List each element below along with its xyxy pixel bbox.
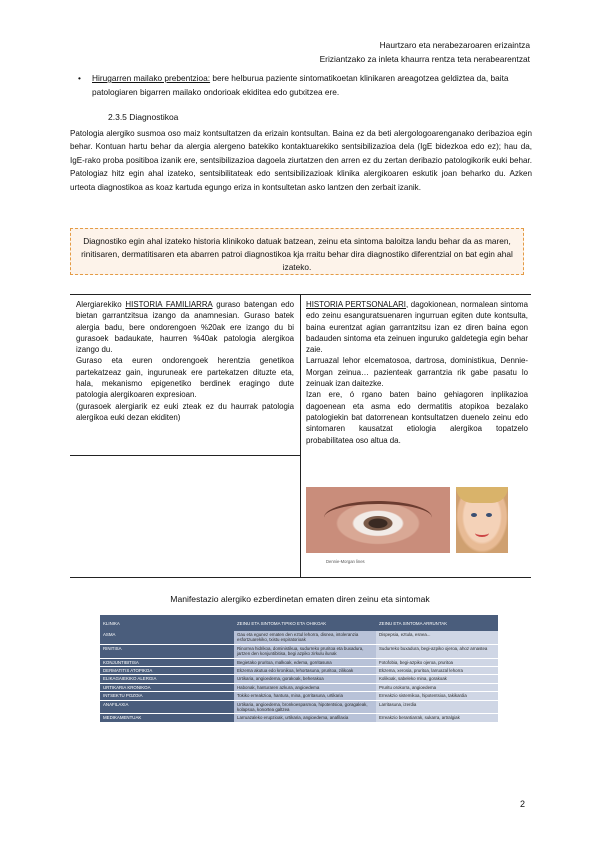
personal-history-text: , dagokionean, normalean sintoma edo zeinu esanguratsuenaren ingurruan egiten dute kontsulta, baina eurentzat agian garrantzitsu izan ez diren baina egon badauden sintoma eta zeinuen inguruko galdetegia egin behar zaie. [306, 300, 528, 355]
diagnosis-callout [70, 228, 524, 275]
table-cell: RINITISA [100, 644, 234, 658]
table-cell: URTIKARIA KRONIKOA [100, 683, 234, 691]
bullet-title: Hirugarren mailako prebentzioa: [92, 73, 211, 83]
section-paragraph: Patologia alergiko susmoa oso maiz kontsultatzen da erizain kontsultan. Baina ez da beti alergologoarenganako deribazioa egin behar. Kontuan hartu behar da alergia alergeno batekiko kontaktuarekiko sentsibilizazioa dela (IgE bidezkoa edo ez); hau da, IgE-rako proba positiboa izanik ere, sentsibilizazioa dagoela ziurtatzen den arren ez du zertan deribazio patologikorik euki behar. Patologiaz hitz egin ahal izateko, sentsibilitateak edo sentsibilizazioak klinika alergikoaren eskutik joan beharko du. Azken urteota diagnostikoa as koaz kartuda egungo eriza in kontsultetan asko lantzen den zerbait izanik. [70, 129, 532, 192]
table-row [100, 675, 498, 683]
callout-text: Diagnostiko egin ahal izateko historia klinikoko datuak batzean, zeinu eta sintoma baloitza landu behar da as maren, rinitisaren, dermatitisaren eta abarren patroi diagnostikoa kja rraitu behar dira diagnostiko diferentzial on bat egin ahal izateko. [81, 236, 513, 272]
table-cell: Erreakzio berantiarrak, sukarra, artralgiak [376, 714, 498, 722]
family-history-p1 [76, 299, 294, 355]
table-row [100, 631, 498, 644]
table-header-row [100, 615, 498, 631]
personal-history-title: HISTORIA PERTSONALARI [306, 300, 406, 309]
header-title: Haurtzaro eta nerabezaroaren erizaintza [379, 40, 530, 50]
dennie-morgan-photos [306, 487, 528, 553]
table-cell: Urtikaria, angioedema, bronkoespasmoa, hipotentsioa, goragaleak, kolapsoa, konortea galtzea [234, 700, 376, 714]
table-row [100, 644, 498, 658]
left-column-rule [70, 455, 300, 456]
table-row [100, 714, 498, 722]
bullet-marker: • [78, 73, 81, 83]
table-cell: ASMA [100, 631, 234, 644]
table-row [100, 658, 498, 666]
table-row [100, 667, 498, 675]
header-subtitle: Eriziantzako za inleta khaurra rentza teta nerabearentzat [319, 54, 530, 64]
table-cell: Begietako pruritoa, malkoak, edema, gorritasuna [234, 658, 376, 666]
family-history-title: HISTORIA FAMILIARRA [125, 300, 213, 309]
table-cell: MEDIKAMENTUAK [100, 714, 234, 722]
table-cell: Ekzema, xerosia, pruritoa, larruazal lehorra [376, 667, 498, 675]
table-cell: Fotofobia, begi-azpiko ojeroa, pruritoa [376, 658, 498, 666]
table-header-cell: ZEINU ETA SINTOMA ARRUNTAK [376, 615, 498, 631]
table-cell: ANAFILAXIA [100, 700, 234, 714]
family-history-p3: (gurasoek alergiarik ez euki zteak ez du haurrak patologia alergikoa euki dezan ekiditen) [76, 401, 294, 422]
bullet-text: bere helburua paziente sintomatikoetan klinikaren areagotzea geldiztea da, baita patologiaren bigarren mailako ondorioak ekiditea edo gutxitzea ere. [92, 73, 509, 97]
table-cell: Rinorrea hidrikoa, doministikua, sudurreko pruritoa eta buxadura, jartzen den konjuntibitisa, begi azpiko zirkulu ilunak [234, 644, 376, 658]
table-cell: KONJUNTIBITISA [100, 658, 234, 666]
table-cell: DERMATITIS ATOPIKOA [100, 667, 234, 675]
table-row [100, 700, 498, 714]
family-history-text: guraso batengan edo bietan garrantzitsua izango da anamnesian. Guraso batek alergia badu, bere ondorengoen %20ak ere izango du bi gurasoek badaukate, haurren %40ak patologia alergikoa izango du. [76, 300, 294, 355]
table-cell: Ekzema akutua edo kronikoa, lehortasuna, pruritoa, zilikoak [234, 667, 376, 675]
symptoms-table [100, 615, 498, 723]
table-header-cell: KLINIKA [100, 615, 234, 631]
table-cell: Tokiko erreakzioa, hantura, mina, gorritasuna, urtikaria [234, 692, 376, 700]
table-cell: Larruazaleko erupzioak, urtikaria, angioedema, anafilaxia [234, 714, 376, 722]
child-face-image [456, 487, 508, 553]
personal-history-p3: Izan ere, ó rgano baten baino gehiagoren inplikazioa dagoenean eta asma edo dermatitis atopikoa bezalako patologiekin bat datorrenean kontsultatzen duenelo zeinu edo sintomaren kausatzat etiologia alergikoa topatzelo probabilitatea oso altua da. [306, 390, 528, 445]
personal-history-p1 [306, 299, 528, 355]
table-cell: Pruritu orokorra, angioedema [376, 683, 498, 691]
family-history-p2: Guraso eta euren ondorengoek herentzia genetikoa partekatzeaz gain, inguruneak ere partekatzen dituzte eta, hala, mekanismo epigenetiko berdinek eragingo dute patologia alergikoaren expresioan. [76, 356, 294, 400]
section-title: 2.3.5 Diagnostikoa [108, 112, 179, 122]
history-columns [70, 294, 531, 578]
table-cell: Habonak, hanturaren azkura, angioedema [234, 683, 376, 691]
table-row [100, 692, 498, 700]
table-header-cell: ZEINU ETA SINTOMA TIPIKO ETA OHIKOAK [234, 615, 376, 631]
table-cell: Gau eta egunez ematen den eztul lehorra, disnea, intoleranzia esfortzuarekiko, txistu espiratorioak [234, 631, 376, 644]
table-cell: Larritasuna, izerdia [376, 700, 498, 714]
column-divider [300, 295, 301, 577]
family-history-lead: Alergiarekiko [76, 300, 126, 309]
personal-history-p2: Larruazal lehor elcematosoa, dartrosa, doministikua, Dennie-Morgan zeinua… pazienteak garrantzia rik gabe pasatu lo zeinuak izan daitezke. [306, 356, 528, 389]
table-cell: ELIKAGAIEKIKO ALERGIA [100, 675, 234, 683]
table-row [100, 683, 498, 691]
table-cell: Dispepsia, eztula, esnea... [376, 631, 498, 644]
table-title: Manifestazio alergiko ezberdinetan ematen diren zeinu eta sintomak [170, 594, 430, 604]
table-cell: Sudurreko buxadura, begi-azpiko ojeroa, ahoz arnastea [376, 644, 498, 658]
page-number: 2 [520, 799, 526, 809]
table-cell: INTSEKTU POZOIA [100, 692, 234, 700]
table-cell: Urtikaria, angioedema, gorakoak, beherakoa [234, 675, 376, 683]
table-cell: Kolikoak, sabeleko mina, gorakoak [376, 675, 498, 683]
family-history-column [76, 299, 294, 423]
eye-closeup-image [306, 487, 450, 553]
prevention-bullet [78, 72, 532, 99]
personal-history-column [306, 299, 528, 446]
table-cell: Erreakzio sistemikoa, hipotentsioa, takikardia [376, 692, 498, 700]
photo-caption: Dennie-Morgan lines [326, 559, 365, 564]
page-header [320, 38, 530, 66]
